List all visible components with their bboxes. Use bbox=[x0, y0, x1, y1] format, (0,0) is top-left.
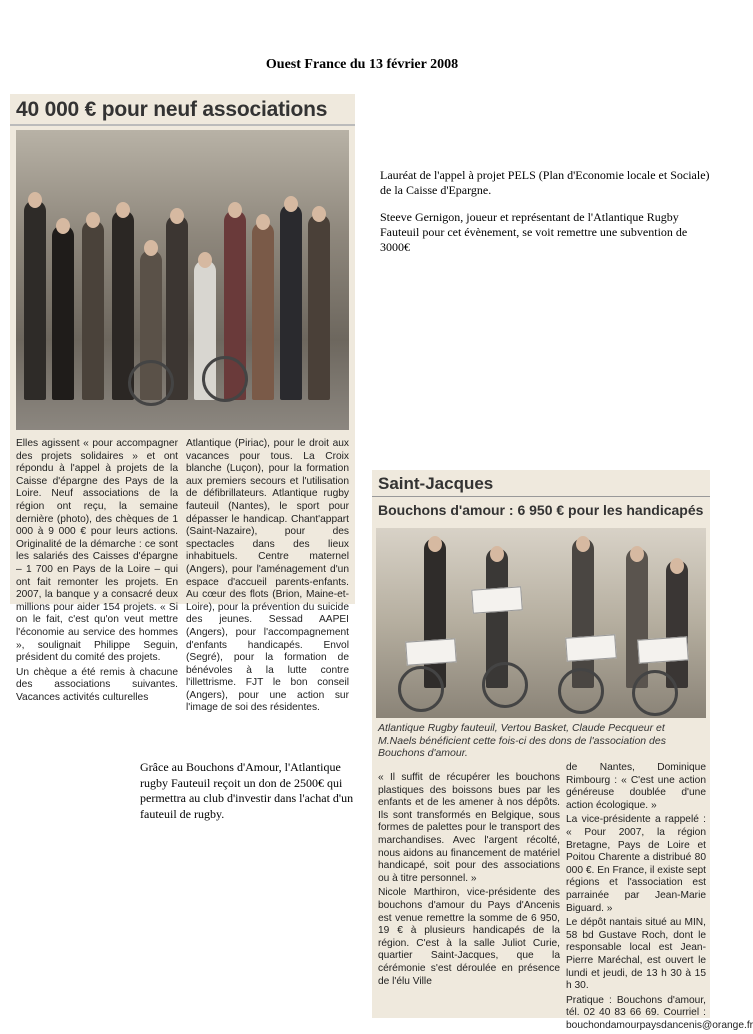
article1-paragraph: Elles agissent « pour accompagner des projets solidaires » et ont répondu à l'appel à projets de la Caisse d'épargne des Pays de la Loire. Neuf associations de la région ont reçu, la semaine dernière (photo), des chèques de 1 000 à 9 000 € pour leurs actions. Originalité de la démarche : ce sont les salariés des Caisses d'épargne – 1 700 en Pays de la Loire – qui ont fait remonter les projets. En 2007, la banque y a consacré deux millions pour aider 154 projets. « Si on le fait, c'est qu'on veut mettre l'économie au service des hommes », soulignait Philippe Seguin, président du comité des projets. bbox=[16, 438, 178, 664]
article1-column-right bbox=[186, 438, 349, 717]
article1-paragraph: Un chèque a été remis à chacune des associations suivantes. Vacances activités culturelles bbox=[16, 666, 178, 703]
location-rule bbox=[372, 496, 710, 497]
caption-pels-line2: Steeve Gernigon, joueur et représentant de l'Atlantique Rugby Fauteuil pour cet évènement, se voit remettre une subvention de 3000€ bbox=[380, 210, 688, 254]
article2-paragraph: de Nantes, Dominique Rimbourg : « C'est une action généreuse doublée d'une action écologique. » bbox=[566, 762, 706, 811]
article2-paragraph: Pratique : Bouchons d'amour, tél. 02 40 83 66 69. Courriel : bouchondamourpaysdancenis@orange.fr bbox=[566, 994, 753, 1031]
caption-bouchons: Grâce au Bouchons d'Amour, l'Atlantique rugby Fauteuil reçoit un don de 2500€ qui permettra au club d'investir dans l'achat d'un fauteuil de rugby. bbox=[140, 760, 354, 821]
article2-paragraph: « Il suffit de récupérer les bouchons plastiques des boissons bues par les enfants et de les amener à nos dépôts. Ils sont transformés en Belgique, sous formes de palettes pour le transport des marchandises. Avec l'argent récolté, nous aidons au financement de matériel handicapé, soit pour des associations ou à titre personnel. » bbox=[378, 772, 560, 884]
article2-paragraph: La vice-présidente a rappelé : « Pour 2007, la région Bretagne, Pays de Loire et Poitou Charente a distribué 80 000 €. En France, il existe sept régions et l'association est parrainée par Jean-Marie Biguard. » bbox=[566, 814, 706, 914]
article2-headline: Bouchons d'amour : 6 950 € pour les handicapés bbox=[378, 502, 704, 518]
group-photo bbox=[16, 130, 349, 430]
headline-rule bbox=[10, 124, 355, 126]
article2-paragraph: Nicole Marthiron, vice-présidente des bouchons d'amour du Pays d'Ancenis est venue remettre la somme de 6 950, 19 € à plusieurs handicapés de la région. C'est à la salle Juliot Curie, quartier Saint-Jacques, que la cérémonie s'est déroulée en présence de l'élu Ville bbox=[378, 887, 560, 987]
caption-pels bbox=[380, 168, 710, 267]
article2-column-right bbox=[566, 762, 753, 1034]
caption-pels-line1: Lauréat de l'appel à projet PELS (Plan d'Economie locale et Sociale) de la Caisse d'Epargne. bbox=[380, 168, 710, 197]
article1-column-left bbox=[16, 438, 178, 706]
article2-column-left bbox=[378, 772, 560, 990]
article1-headline: 40 000 € pour neuf associations bbox=[16, 98, 328, 121]
article1-paragraph: Atlantique (Piriac), pour le droit aux vacances pour tous. La Croix blanche (Luçon), pour la formation aux premiers secours et l'utilisation de défibrillateurs. Atlantique rugby fauteuil (Nantes), le sport pour dépasser le handicap. Chant'appart (Saint-Nazaire), pour des spectacles dans des lieux inhabituels. Centre maternel (Angers), pour l'aménagement d'un espace d'accueil parents-enfants. Au cœur des flots (Brion, Maine-et-Loire), pour la prévention du suicide des jeunes. Sessad AAPEI (Angers), pour l'accompagnement d'enfants handicapés. Envol (Segré), pour la formation de bénévoles à la lutte contre l'illettrisme. FJT le bon conseil (Angers), pour une action sur l'image de soi des résidentes. bbox=[186, 438, 349, 714]
newspaper-clipping-2 bbox=[372, 470, 753, 1031]
article2-paragraph: Le dépôt nantais situé au MIN, 58 bd Gustave Roch, dont le responsable local est Jean-Pierre Maréchal, est ouvert le lundi et jeudi, de 13 h 30 à 15 h 30. bbox=[566, 917, 706, 992]
newspaper-clipping-1 bbox=[10, 94, 355, 714]
cheque-ceremony-photo bbox=[376, 528, 706, 718]
page-title: Ouest France du 13 février 2008 bbox=[265, 57, 459, 72]
article2-location: Saint-Jacques bbox=[378, 474, 494, 493]
photo-caption: Atlantique Rugby fauteuil, Vertou Basket, Claude Pecqueur et M.Naels bénéficient cette fois-ci des dons de l'association des Bouchons d'amour. bbox=[378, 722, 666, 759]
